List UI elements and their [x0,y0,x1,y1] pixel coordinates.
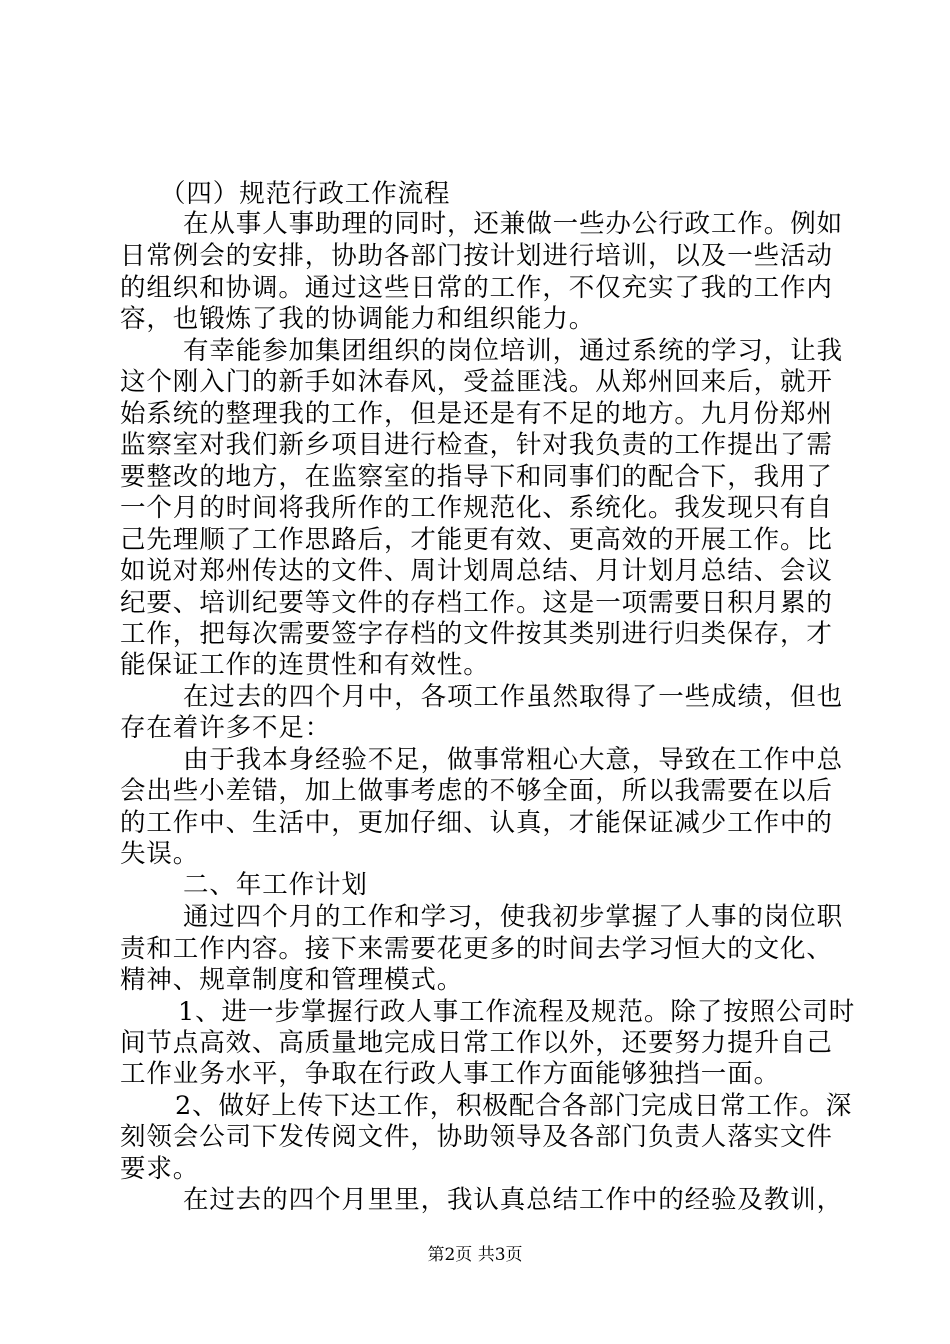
text-line: 要整改的地方，在监察室的指导下和同事们的配合下，我用了 [120,462,833,492]
page-footer: 第2页 共3页 [427,1245,523,1265]
text-line: 能保证工作的连贯性和有效性。 [120,650,490,680]
text-line: 由于我本身经验不足，做事常粗心大意，导致在工作中总 [183,745,844,775]
text-line: 会出些小差错，加上做事考虑的不够全面，所以我需要在以后 [120,776,833,806]
text-line: 在过去的四个月里里，我认真总结工作中的经验及教训， [183,1185,844,1215]
section-heading: 二、年工作计划 [183,870,368,900]
text-line: 刻领会公司下发传阅文件，协助领导及各部门负责人落实文件 [120,1122,833,1152]
text-line: 的工作中、生活中，更加仔细、认真，才能保证减少工作中的 [120,808,833,838]
text-line: 这个刚入门的新手如沐春风，受益匪浅。从郑州回来后，就开 [120,367,833,397]
text-line: 监察室对我们新乡项目进行检查，针对我负责的工作提出了需 [120,430,833,460]
text-line: 工作，把每次需要签字存档的文件按其类别进行归类保存，才 [120,619,833,649]
text-line: 责和工作内容。接下来需要花更多的时间去学习恒大的文化、 [120,934,833,964]
text-line: 1、进一步掌握行政人事工作流程及规范。除了按照公司时 [178,997,856,1027]
text-line: 日常例会的安排，协助各部门按计划进行培训，以及一些活动 [120,241,833,271]
text-line: 间节点高效、高质量地完成日常工作以外，还要努力提升自己 [120,1028,833,1058]
text-line: 己先理顺了工作思路后，才能更有效、更高效的开展工作。比 [120,525,833,555]
text-line: 在过去的四个月中，各项工作虽然取得了一些成绩，但也 [183,682,844,712]
text-line: 如说对郑州传达的文件、周计划周总结、月计划月总结、会议 [120,556,833,586]
text-line: 有幸能参加集团组织的岗位培训，通过系统的学习，让我 [183,336,844,366]
text-line: 通过四个月的工作和学习，使我初步掌握了人事的岗位职 [183,902,844,932]
text-line: 容，也锻炼了我的协调能力和组织能力。 [120,304,596,334]
text-line: 的组织和协调。通过这些日常的工作，不仅充实了我的工作内 [120,273,833,303]
text-line: 存在着许多不足： [120,713,332,743]
text-line: 在从事人事助理的同时，还兼做一些办公行政工作。例如 [183,209,844,239]
text-line: 要求。 [120,1154,200,1184]
text-line: 失误。 [120,839,200,869]
text-line: （四）规范行政工作流程 [160,179,451,209]
text-line: 工作业务水平，争取在行政人事工作方面能够独挡一面。 [120,1059,781,1089]
text-line: 一个月的时间将我所作的工作规范化、系统化。我发现只有自 [120,493,833,523]
text-line: 精神、规章制度和管理模式。 [120,965,464,995]
text-line: 2、做好上传下达工作，积极配合各部门完成日常工作。深 [175,1091,853,1121]
text-line: 纪要、培训纪要等文件的存档工作。这是一项需要日积月累的 [120,588,833,618]
text-line: 始系统的整理我的工作，但是还是有不足的地方。九月份郑州 [120,399,833,429]
